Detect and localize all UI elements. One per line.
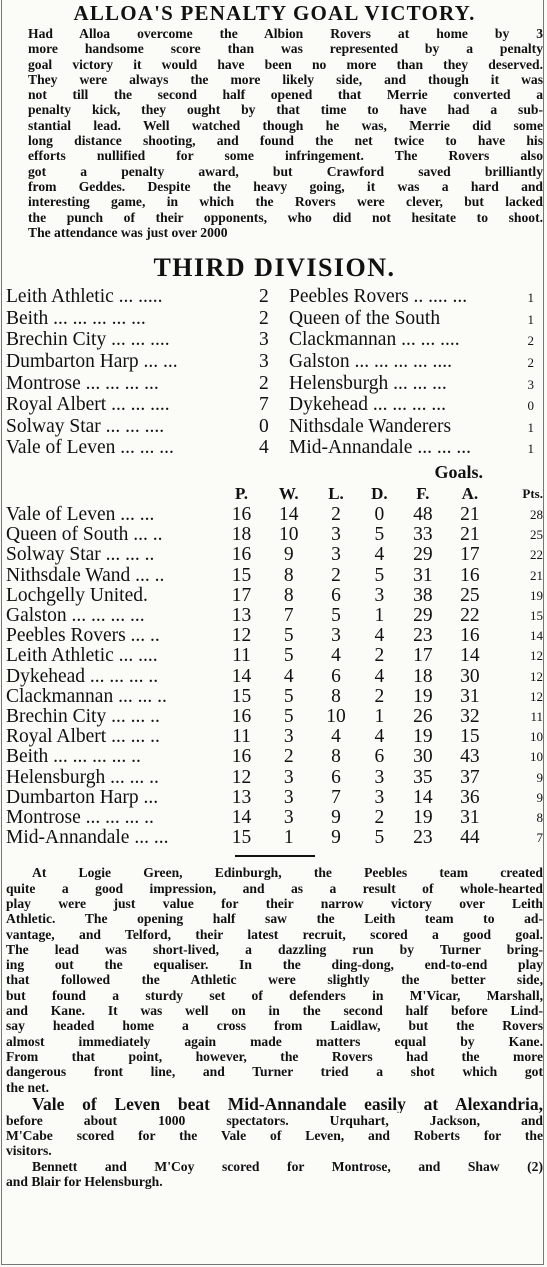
lost-cell: 3 — [331, 625, 341, 647]
played-cell: 14 — [231, 665, 252, 687]
against-cell: 15 — [460, 726, 480, 748]
col-drawn: D. — [371, 483, 388, 503]
report-line: stantial lead. Well watched though he was, Merrie did some — [28, 117, 543, 133]
table-row — [6, 828, 543, 848]
away-score: 3 — [527, 376, 534, 392]
against-cell: 22 — [460, 604, 480, 626]
goals-header: Goals. — [434, 461, 483, 482]
report-line: dangerous front line, and Turner tried a shot which got — [6, 1064, 543, 1080]
drawn-cell: 4 — [374, 726, 385, 748]
report-line: the punch of their opponents, who did not hesitate to shoot. — [28, 209, 543, 225]
lost-cell: 2 — [331, 564, 341, 586]
table-row — [6, 586, 543, 606]
for-cell: 30 — [413, 746, 433, 768]
table-row — [6, 525, 543, 545]
drawn-cell: 5 — [374, 827, 385, 849]
report-line: Bennett and M'Coy scored for Montrose, and Shaw (2) — [32, 1158, 543, 1174]
played-cell: 16 — [231, 746, 252, 768]
away-team: Dykehead ... ... ... ... — [289, 394, 447, 416]
result-row — [6, 373, 543, 395]
report-line: and Kane. It was well on in the second half before Lind- — [6, 1003, 543, 1019]
lost-cell: 2 — [331, 503, 341, 525]
played-cell: 16 — [231, 544, 252, 566]
report-line: got a penalty award, but Crawford saved brilliantly — [28, 163, 543, 179]
won-cell: 5 — [283, 685, 294, 707]
for-cell: 33 — [413, 524, 433, 546]
report-line: M'Cabe scored for the Vale of Leven, and Roberts for the — [6, 1128, 543, 1144]
report-line: play were just value for their narrow victory over Leith — [6, 895, 543, 911]
away-score: 1 — [527, 311, 534, 327]
report-line: more handsome score than was represented by a penalty — [28, 41, 543, 57]
drawn-cell: 3 — [374, 766, 385, 788]
divider — [235, 855, 315, 857]
for-cell: 19 — [413, 806, 433, 828]
team-name: Montrose ... ... ... .. — [6, 807, 154, 828]
played-cell: 17 — [231, 584, 252, 606]
report-line: the net. — [6, 1079, 50, 1095]
won-cell: 3 — [283, 806, 294, 828]
report-line: but found a sturdy set of defenders in M'Vicar, Marshall, — [6, 987, 543, 1003]
lost-cell: 8 — [331, 685, 341, 707]
table-row — [6, 768, 543, 788]
won-cell: 8 — [283, 564, 294, 586]
against-cell: 16 — [460, 564, 480, 586]
report-line: almost immediately again made matters equal by Kane. — [6, 1033, 543, 1049]
against-cell: 44 — [460, 827, 480, 849]
points-cell: 22 — [530, 547, 543, 563]
won-cell: 3 — [283, 726, 294, 748]
table-row — [6, 566, 543, 586]
lost-cell: 4 — [331, 645, 341, 667]
league-table — [6, 483, 543, 848]
home-score: 2 — [259, 307, 269, 329]
result-row — [6, 329, 543, 351]
for-cell: 14 — [413, 786, 433, 808]
for-cell: 19 — [413, 685, 433, 707]
home-team: Solway Star ... ... .... — [6, 415, 165, 437]
lost-cell: 4 — [331, 726, 341, 748]
table-header-row — [6, 483, 543, 505]
for-cell: 31 — [413, 564, 433, 586]
points-cell: 12 — [530, 648, 543, 664]
away-score: 2 — [527, 333, 534, 349]
against-cell: 32 — [460, 705, 480, 727]
report-line: efforts nullified for some infringement. The Rovers also — [28, 148, 543, 164]
away-team: Clackmannan ... ... .... — [289, 329, 460, 351]
played-cell: 11 — [232, 726, 251, 748]
report-line: quite a good impression, and as a result of whole-hearted — [6, 880, 543, 896]
points-cell: 9 — [536, 769, 543, 785]
lost-cell: 6 — [331, 665, 341, 687]
home-score: 3 — [259, 329, 269, 351]
table-row — [6, 646, 543, 666]
table-row — [6, 727, 543, 747]
won-cell: 1 — [283, 827, 294, 849]
home-score: 3 — [259, 350, 269, 372]
lost-cell: 3 — [331, 544, 341, 566]
table-row — [6, 545, 543, 565]
against-cell: 31 — [460, 806, 480, 828]
report-line: penalty kick, they ought by that time to have had a sub- — [28, 102, 543, 118]
lost-cell: 9 — [331, 806, 341, 828]
points-cell: 21 — [530, 567, 543, 583]
drawn-cell: 6 — [374, 746, 385, 768]
against-cell: 25 — [460, 584, 480, 606]
won-cell: 3 — [283, 766, 294, 788]
table-row — [6, 707, 543, 727]
table-row — [6, 626, 543, 646]
table-row — [6, 687, 543, 707]
report-line: From that point, however, the Rovers had the more — [6, 1048, 543, 1064]
played-cell: 15 — [231, 685, 252, 707]
report-line: ing out the equaliser. In the ding-dong, end-to-end play — [6, 957, 543, 973]
against-cell: 43 — [460, 746, 480, 768]
played-cell: 15 — [231, 827, 252, 849]
report-line: say headed home a cross from Laidlaw, but the Rovers — [6, 1018, 543, 1034]
result-row — [6, 416, 543, 438]
drawn-cell: 2 — [374, 645, 385, 667]
home-score: 4 — [259, 437, 269, 459]
lost-cell: 10 — [326, 705, 346, 727]
table-row — [6, 505, 543, 525]
report-line: They were always the more likely side, and though it was — [28, 71, 543, 87]
against-cell: 21 — [460, 524, 480, 546]
for-cell: 19 — [413, 726, 433, 748]
col-lost: L. — [328, 483, 344, 503]
for-cell: 29 — [413, 544, 433, 566]
report-line: and Blair for Helensburgh. — [6, 1174, 163, 1189]
col-played: P. — [234, 483, 249, 503]
points-cell: 12 — [530, 668, 543, 684]
lost-cell: 6 — [331, 766, 341, 788]
drawn-cell: 1 — [374, 604, 385, 626]
points-cell: 28 — [530, 506, 543, 522]
away-team: Queen of the South — [289, 307, 441, 329]
report-line: long distance shooting, and found the net twice to have his — [28, 133, 543, 149]
home-score: 2 — [259, 372, 269, 394]
points-cell: 10 — [530, 749, 543, 765]
points-cell: 12 — [530, 688, 543, 704]
home-team: Montrose ... ... ... ... — [6, 372, 159, 394]
home-team: Leith Athletic ... ..... — [6, 286, 163, 308]
report-line: Athletic. The opening half saw the Leith team to ad- — [6, 911, 543, 927]
for-cell: 38 — [413, 584, 433, 606]
away-score: 1 — [527, 419, 534, 435]
report-line: Had Alloa overcome the Albion Rovers at home by 3 — [28, 26, 543, 41]
table-row — [6, 808, 543, 828]
won-cell: 8 — [283, 584, 294, 606]
for-cell: 17 — [413, 645, 433, 667]
home-team: Dumbarton Harp ... ... — [6, 350, 178, 372]
away-team: Galston ... ... ... ... .... — [289, 350, 453, 372]
team-name: Solway Star ... ... .. — [6, 545, 155, 566]
report-line: not till the second half opened that Merrie converted a — [28, 87, 543, 103]
played-cell: 13 — [231, 604, 252, 626]
section-title: THIRD DIVISION. — [153, 253, 396, 283]
table-row — [6, 747, 543, 767]
table-row — [6, 788, 543, 808]
report-line: goal victory it would have been no more than they deserved. — [28, 56, 543, 72]
for-cell: 23 — [413, 827, 433, 849]
against-cell: 16 — [460, 625, 480, 647]
table-row — [6, 667, 543, 687]
team-name: Galston ... ... ... ... — [6, 605, 145, 626]
drawn-cell: 5 — [374, 564, 385, 586]
against-cell: 36 — [460, 786, 480, 808]
drawn-cell: 2 — [374, 806, 385, 828]
col-against: A. — [461, 483, 479, 503]
drawn-cell: 3 — [374, 786, 385, 808]
report-line: At Logie Green, Edinburgh, the Peebles team created — [32, 865, 543, 881]
played-cell: 12 — [231, 625, 252, 647]
points-cell: 9 — [536, 789, 543, 805]
points-cell: 25 — [530, 527, 543, 543]
played-cell: 12 — [231, 766, 252, 788]
lost-cell: 8 — [331, 746, 341, 768]
team-name: Mid-Annandale ... ... — [6, 828, 169, 849]
points-cell: 15 — [530, 607, 543, 623]
won-cell: 3 — [283, 786, 294, 808]
home-team: Royal Albert ... ... .... — [6, 394, 170, 416]
report-line: vantage, and Telford, their latest recruit, scored a good goal. — [6, 926, 543, 942]
away-team: Nithsdale Wanderers — [289, 415, 452, 437]
team-name: Nithsdale Wand ... .. — [6, 565, 165, 586]
lost-cell: 5 — [331, 604, 341, 626]
table-body — [6, 505, 543, 848]
played-cell: 18 — [231, 524, 252, 546]
report-line: The lead was short-lived, a dazzling run by Turner bring- — [6, 941, 543, 957]
away-score: 1 — [527, 290, 534, 306]
report-line: The attendance was just over 2000 — [28, 224, 228, 240]
won-cell: 14 — [278, 503, 299, 525]
played-cell: 14 — [231, 806, 252, 828]
result-row — [6, 351, 543, 373]
won-cell: 2 — [283, 746, 294, 768]
won-cell: 7 — [283, 604, 294, 626]
home-score: 2 — [259, 286, 269, 308]
away-score: 0 — [527, 398, 534, 414]
for-cell: 48 — [413, 503, 433, 525]
won-cell: 5 — [283, 625, 294, 647]
home-score: 7 — [259, 394, 269, 416]
result-row — [6, 394, 543, 416]
away-score: 2 — [527, 354, 534, 370]
against-cell: 17 — [460, 544, 480, 566]
played-cell: 16 — [231, 503, 252, 525]
points-cell: 11 — [530, 708, 543, 724]
won-cell: 5 — [283, 705, 294, 727]
away-team: Mid-Annandale ... ... ... — [289, 437, 471, 459]
col-for: F. — [416, 483, 430, 503]
against-cell: 30 — [460, 665, 480, 687]
points-cell: 7 — [536, 830, 543, 846]
team-name: Lochgelly United. — [6, 585, 148, 606]
played-cell: 11 — [232, 645, 251, 667]
lost-cell: 9 — [331, 827, 341, 849]
for-cell: 26 — [413, 705, 433, 727]
result-row — [6, 437, 543, 459]
won-cell: 4 — [283, 665, 294, 687]
points-cell: 8 — [536, 809, 543, 825]
away-team: Helensburgh ... ... ... — [289, 372, 447, 394]
for-cell: 23 — [413, 625, 433, 647]
away-team: Peebles Rovers .. .... ... — [289, 286, 468, 308]
team-name: Helensburgh ... ... .. — [6, 767, 159, 788]
team-name: Dumbarton Harp ... — [6, 787, 159, 808]
home-score: 0 — [259, 415, 269, 437]
vale-headline: Vale of Leven beat Mid-Annandale easily at Alexandria, — [32, 1094, 543, 1113]
against-cell: 14 — [460, 645, 480, 667]
played-cell: 15 — [231, 564, 252, 586]
team-name: Queen of South ... .. — [6, 525, 163, 546]
result-row — [6, 308, 543, 330]
team-name: Royal Albert ... ... .. — [6, 727, 160, 748]
report-line: interesting game, in which the Rovers were clever, but lacked — [28, 194, 543, 210]
result-row — [6, 286, 543, 308]
home-team: Brechin City ... ... .... — [6, 329, 170, 351]
col-points: Pts. — [522, 485, 543, 501]
won-cell: 10 — [278, 524, 299, 546]
drawn-cell: 5 — [374, 524, 385, 546]
against-cell: 31 — [460, 685, 480, 707]
headline: ALLOA'S PENALTY GOAL VICTORY. — [73, 1, 476, 25]
won-cell: 9 — [283, 544, 294, 566]
table-row — [6, 606, 543, 626]
lost-cell: 7 — [331, 786, 341, 808]
for-cell: 18 — [413, 665, 433, 687]
report-line: visitors. — [6, 1143, 52, 1159]
drawn-cell: 4 — [374, 625, 385, 647]
lost-cell: 6 — [331, 584, 341, 606]
played-cell: 13 — [231, 786, 252, 808]
home-team: Vale of Leven ... ... ... — [6, 437, 174, 459]
points-cell: 10 — [530, 729, 543, 745]
drawn-cell: 1 — [374, 705, 385, 727]
drawn-cell: 2 — [374, 685, 385, 707]
peebles-report — [6, 865, 543, 1189]
team-name: Beith ... ... ... ... .. — [6, 747, 141, 768]
drawn-cell: 4 — [374, 544, 385, 566]
report-line: before about 1000 spectators. Urquhart, Jackson, and — [6, 1112, 543, 1128]
team-name: Leith Athletic ... .... — [6, 646, 158, 667]
alloa-report — [6, 26, 543, 240]
drawn-cell: 0 — [374, 503, 385, 525]
drawn-cell: 4 — [374, 665, 385, 687]
results-list — [6, 286, 543, 459]
report-line: from Geddes. Despite the heavy going, it was a hard and — [28, 178, 543, 194]
points-cell: 19 — [530, 587, 543, 603]
team-name: Vale of Leven ... ... — [6, 504, 155, 525]
against-cell: 37 — [460, 766, 480, 788]
team-name: Clackmannan ... ... .. — [6, 686, 167, 707]
col-won: W. — [278, 483, 299, 503]
against-cell: 21 — [460, 503, 480, 525]
team-name: Peebles Rovers ... .. — [6, 626, 160, 647]
drawn-cell: 3 — [374, 584, 385, 606]
points-cell: 14 — [530, 628, 543, 644]
team-name: Brechin City ... ... .. — [6, 706, 160, 727]
report-line: that followed the Athletic were slightly the better side, — [6, 972, 543, 988]
team-name: Dykehead ... ... ... .. — [6, 666, 159, 687]
home-team: Beith ... ... ... ... ... — [6, 307, 146, 329]
won-cell: 5 — [283, 645, 294, 667]
lost-cell: 3 — [331, 524, 341, 546]
for-cell: 29 — [413, 604, 433, 626]
for-cell: 35 — [413, 766, 433, 788]
played-cell: 16 — [231, 705, 252, 727]
away-score: 1 — [527, 441, 534, 457]
